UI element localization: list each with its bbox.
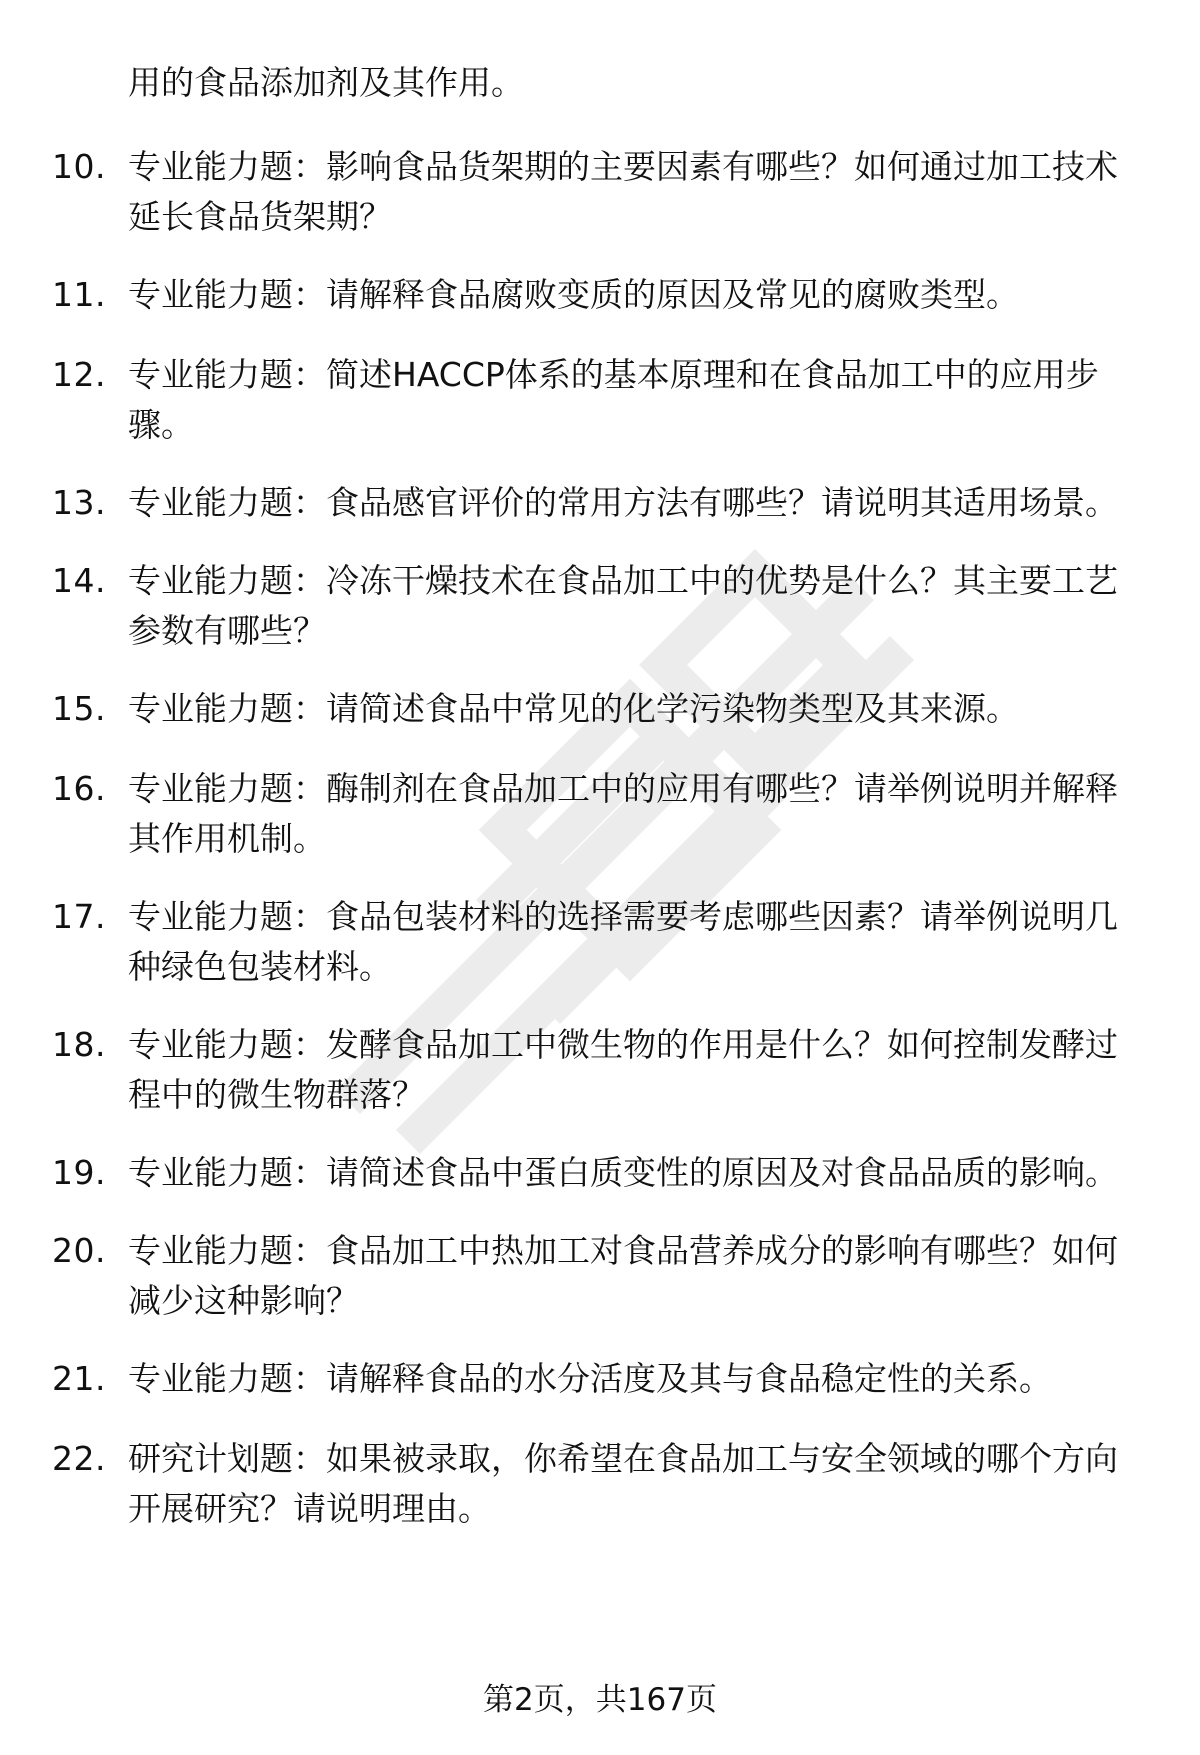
item-number: 10. <box>52 147 106 186</box>
item-number: 15. <box>52 689 106 728</box>
list-item <box>0 1226 1200 1326</box>
list-item <box>0 892 1200 992</box>
continuation-text: 用的食品添加剂及其作用。 <box>128 63 524 102</box>
item-text: 专业能力题：冷冻干燥技术在食品加工中的优势是什么？其主要工艺参数有哪些？ <box>128 561 1118 650</box>
list-item <box>0 350 1200 450</box>
item-text: 专业能力题：请解释食品腐败变质的原因及常见的腐败类型。 <box>128 275 1019 314</box>
item-text: 专业能力题：简述HACCP体系的基本原理和在食品加工中的应用步骤。 <box>128 355 1099 444</box>
item-number: 21. <box>52 1359 106 1398</box>
item-text: 专业能力题：发酵食品加工中微生物的作用是什么？如何控制发酵过程中的微生物群落？ <box>128 1025 1118 1114</box>
question-list <box>0 142 1200 1562</box>
item-text: 专业能力题：请简述食品中蛋白质变性的原因及对食品品质的影响。 <box>128 1153 1118 1192</box>
item-text: 专业能力题：食品感官评价的常用方法有哪些？请说明其适用场景。 <box>128 483 1118 522</box>
item-text: 专业能力题：影响食品货架期的主要因素有哪些？如何通过加工技术延长食品货架期？ <box>128 147 1118 236</box>
item-text: 专业能力题：食品包装材料的选择需要考虑哪些因素？请举例说明几种绿色包装材料。 <box>128 897 1118 986</box>
item-text: 专业能力题：请简述食品中常见的化学污染物类型及其来源。 <box>128 689 1019 728</box>
list-item <box>0 478 1200 528</box>
item-text: 专业能力题：酶制剂在食品加工中的应用有哪些？请举例说明并解释其作用机制。 <box>128 769 1118 858</box>
list-item <box>0 1020 1200 1120</box>
list-item <box>0 1434 1200 1534</box>
list-item <box>0 764 1200 864</box>
item-number: 20. <box>52 1231 106 1270</box>
item-number: 18. <box>52 1025 106 1064</box>
item-number: 16. <box>52 769 106 808</box>
list-item <box>0 270 1200 320</box>
item-number: 14. <box>52 561 106 600</box>
item-number: 17. <box>52 897 106 936</box>
item-text: 研究计划题：如果被录取，你希望在食品加工与安全领域的哪个方向开展研究？请说明理由。 <box>128 1439 1118 1528</box>
item-number: 12. <box>52 355 106 394</box>
list-item <box>0 684 1200 734</box>
item-number: 13. <box>52 483 106 522</box>
list-item <box>0 1354 1200 1404</box>
list-item <box>0 1148 1200 1198</box>
list-item <box>0 556 1200 656</box>
list-item <box>0 142 1200 242</box>
item-number: 22. <box>52 1439 106 1478</box>
page-footer: 第2页，共167页 <box>483 1682 717 1718</box>
item-number: 11. <box>52 275 106 314</box>
item-text: 专业能力题：食品加工中热加工对食品营养成分的影响有哪些？如何减少这种影响？ <box>128 1231 1118 1320</box>
item-number: 19. <box>52 1153 106 1192</box>
item-text: 专业能力题：请解释食品的水分活度及其与食品稳定性的关系。 <box>128 1359 1052 1398</box>
